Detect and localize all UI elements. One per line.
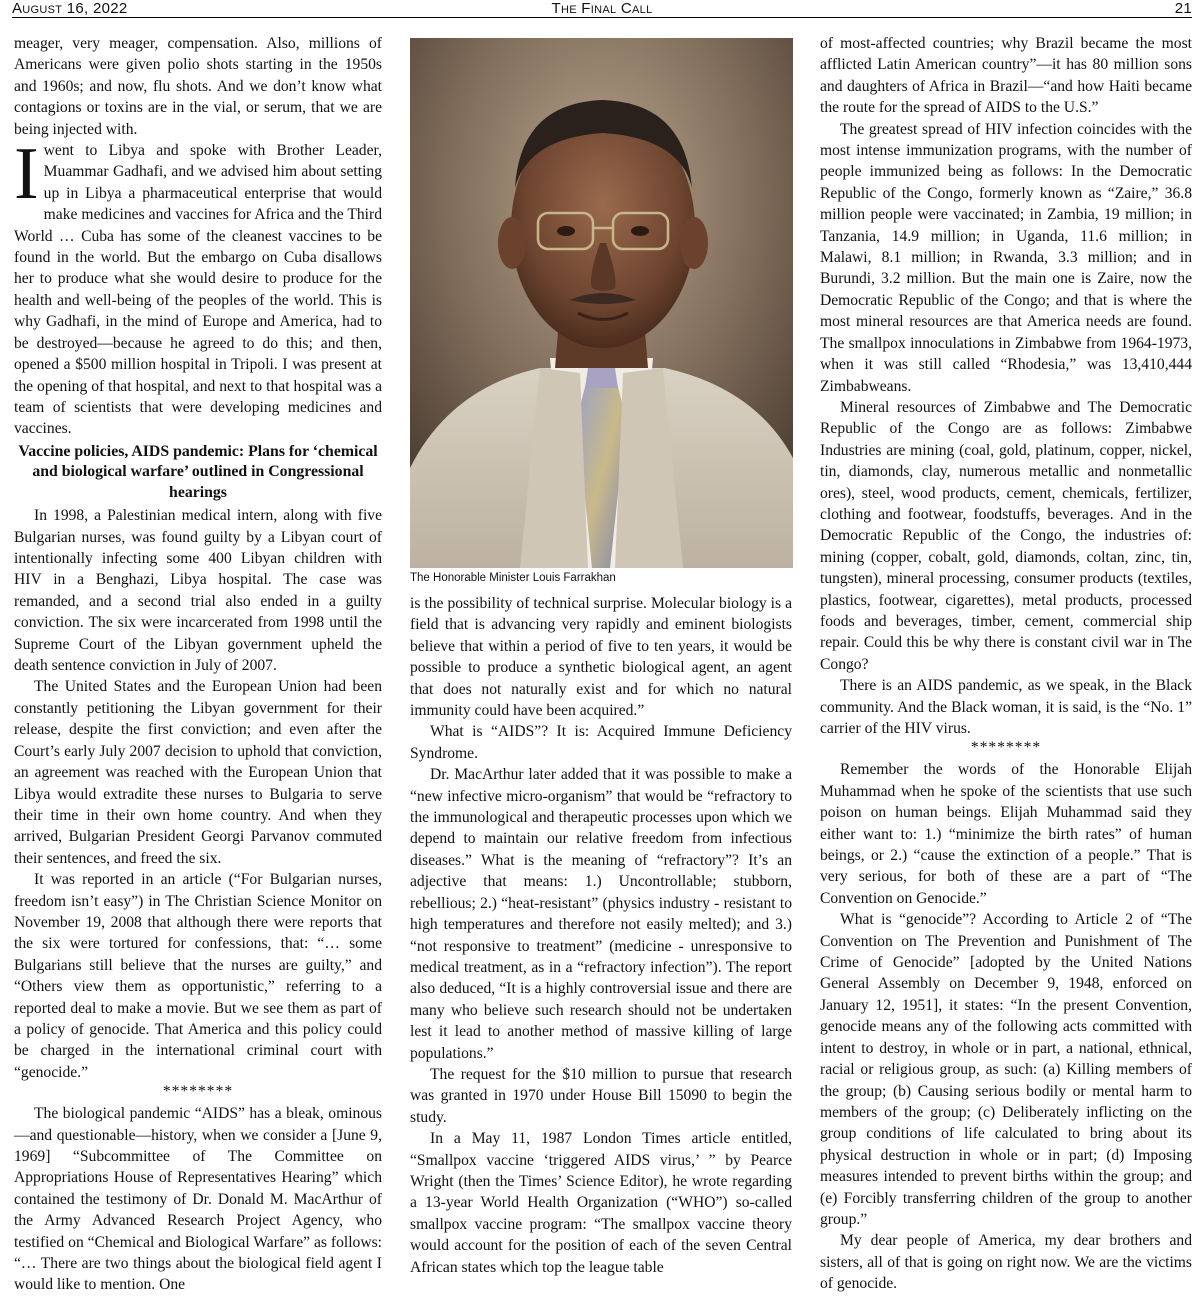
issue-date: August 16, 2022 bbox=[12, 0, 128, 17]
section-divider: ******** bbox=[162, 1083, 234, 1101]
paragraph: In 1998, a Palestinian medical intern, along with five Bulgarian nurses, was found guilty by a Libyan court of intentionally infecting some 400 Libyan children with HIV in a Benghazi, Libya hospital. The case was remanded, and a second trial also ended in a guilty conviction. The six were incarcerated from 1998 until the Supreme Court of the Libyan government upheld the death sentence conviction in July of 2007. bbox=[14, 507, 382, 675]
paragraph: Remember the words of the Honorable Elijah Muhammad when he spoke of the scientists that use such poison on human beings. Elijah Muhammad said they either want to: 1.) “minimize the birth rates” of human beings, or 2.) “cause the extinction of a people.” That is very serious, for both of these are a part of “The Convention on Genocide.” bbox=[820, 761, 1192, 907]
section-subhead: Vaccine policies, AIDS pandemic: Plans for ‘chemical and biological warfare’ outlined in Congressional hearings bbox=[18, 442, 378, 501]
section-divider: ******** bbox=[970, 739, 1042, 757]
page-header bbox=[12, 0, 1192, 18]
paragraph: The biological pandemic “AIDS” has a bleak, ominous—and questionable—history, when we consider a [June 9, 1969] “Subcommittee of The Committee on Appropriations House of Representatives Hearing” which contained the testimony of Dr. Donald M. MacArthur of the Army Advanced Research Project Agency, who testified on “Chemical and Biological Warfare” as follows: “… There are two things about the biological field agent I would like to mention. One bbox=[14, 1105, 382, 1294]
portrait-illustration bbox=[410, 38, 793, 568]
drop-cap: I bbox=[14, 133, 39, 216]
paragraph: What is “genocide”? According to Article 2 of “The Convention on The Prevention and Punishment of The Crime of Genocide” [adopted by the United Nations General Assembly on December 9, 1948, enforced on January 12, 1951], it states: “In the present Convention, genocide means any of the following acts committed with intent to destroy, in whole or in part, a national, ethnical, racial or religious group, as such: (a) Killing members of the group; (b) Causing serious bodily or mental harm to members of the group; (c) Deliberately inflicting on the group conditions of life calculated to bring about its physical destruction in whole or in part; (d) Imposing measures intended to prevent births within the group; and (e) Forcibly transferring children of the group to another group.” bbox=[820, 911, 1192, 1228]
paragraph: What is “AIDS”? It is: Acquired Immune Deficiency Syndrome. bbox=[410, 723, 792, 762]
masthead: The Final Call bbox=[551, 0, 653, 17]
paragraph: meager, very meager, compensation. Also, millions of Americans were given polio shots starting in the 1950s and 1960s; and now, flu shots. And we don’t know what contagions or toxins are in the vial, or serum, that we are being injected with. bbox=[14, 35, 382, 138]
column-3 bbox=[820, 33, 1192, 1295]
page-number: 21 bbox=[1174, 0, 1192, 17]
column-1 bbox=[14, 33, 382, 1296]
paragraph: The request for the $10 million to pursue that research was granted in 1970 under House Bill 15090 to begin the study. bbox=[410, 1065, 792, 1126]
paragraph: of most-affected countries; why Brazil became the most afflicted Latin American country”—it has 80 million sons and daughters of Africa in Brazil—“and how Haiti became the route for the spread of AIDS to the U.S.” bbox=[820, 35, 1192, 117]
paragraph: The United States and the European Union had been constantly petitioning the Libyan government for their release, despite the first conviction; and even after the Court’s early July 2007 decision to uphold that conviction, an agreement was reached with the European Union that Libya would extradite these nurses to Bulgaria to serve their time in their own home country. And when they arrived, Bulgarian President Georgi Parvanov commuted their sentences, and freed the six. bbox=[14, 678, 382, 867]
photo-caption: The Honorable Minister Louis Farrakhan bbox=[410, 572, 616, 584]
portrait-photo bbox=[410, 38, 793, 568]
paragraph: Mineral resources of Zimbabwe and The Democratic Republic of the Congo are as follows: Zimbabwe Industries are mining (coal, gold, platinum, copper, nickel, tin, diamonds, clay, numerous metallic and nonmetallic ores), steel, wood products, cement, chemicals, fertilizer, clothing and footwear, foodstuffs, beverages. And in the Democratic Republic of the Congo, the industries of: mining (copper, cobalt, gold, diamonds, coltan, zinc, tin, tungsten), mineral processing, consumer products (textiles, plastics, footwear, cigarettes), metal products, processed foods and beverages, timber, cement, commercial ship repair. Could this be why there is constant civil war in The Congo? bbox=[820, 398, 1192, 673]
paragraph: My dear people of America, my dear brothers and sisters, all of that is going on right now. We are the victims of genocide. bbox=[820, 1232, 1192, 1293]
paragraph: It was reported in an article (“For Bulgarian nurses, freedom isn’t easy”) in The Christian Science Monitor on November 19, 2008 that although there were reports that the six were tortured for confessions, that: “… some Bulgarians still believe that the nurses are guilty,” and “Others view them as opportunistic,” referring to a reported deal to make a movie. But we see them as part of a policy of genocide. That America and this policy could be charged in the international criminal court with “genocide.” bbox=[14, 871, 382, 1081]
paragraph: is the possibility of technical surprise. Molecular biology is a field that is advancing very rapidly and eminent biologists believe that within a period of five to ten years, it would be possible to produce a synthetic biological agent, an agent that does not naturally exist and for which no natural immunity could have been acquired.” bbox=[410, 595, 792, 720]
paragraph-dropcap bbox=[14, 133, 382, 440]
paragraph-text: went to Libya and spoke with Brother Leader, Muammar Gadhafi, and we advised him about setting up in Libya a pharmaceutical enterprise that would make medicines and vaccines for Africa and the Third World … Cuba has some of the cleanest vaccines to be found in the world. But the embargo on Cuba disallows her to produce what she would desire to produce for the health and well-being of the peoples of the world. This is why Gadhafi, in the mind of Europe and America, had to be destroyed—because he agreed to do this; and then, opened a $500 million hospital in Tripoli. I was present at the opening of that hospital, and next to that hospital was a team of scientists that were developing medicines and vaccines. bbox=[14, 142, 382, 438]
paragraph: In a May 11, 1987 London Times article entitled, “Smallpox vaccine ‘triggered AIDS virus,’ ” by Pearce Wright (then the Times’ Science Editor), he wrote regarding a 13-year World Health Organization (“WHO”) so-called smallpox vaccine program: “The smallpox vaccine theory would account for the position of each of the seven Central African states which top the league table bbox=[410, 1130, 792, 1276]
column-2 bbox=[410, 33, 792, 1278]
paragraph: The greatest spread of HIV infection coincides with the most intense immunization programs, with the number of people immunized being as follows: In the Democratic Republic of the Congo, formerly known as “Zaire,” 36.8 million people were vaccinated; in Zambia, 19 million; in Tanzania, 14.9 million; in Uganda, 11.6 million; in Malawi, 8.1 million; in Rwanda, 3.3 million; and in Burundi, 3.2 million. But the main one is Zaire, now the Democratic Republic of the Congo; and that is where the most mineral resources are that America needs are found. The smallpox innoculations in Zimbabwe from 1964-1973, when it was still called “Rhodesia,” was 13,410,444 Zimbabweans. bbox=[820, 120, 1192, 395]
paragraph: Dr. MacArthur later added that it was possible to make a “new infective micro-organism” that would be “refractory to the immunological and therapeutic processes upon which we depend to maintain our relative freedom from infectious diseases.” What is the meaning of “refractory”? It’s an adjective that means: 1.) Uncontrollable; stubborn, rebellious; 2.) “heat-resistant” (physics industry - resistant to high temperatures and therefore not easily melted); and 3.) “not responsive to treatment” (medicine - unresponsive to medical treatment, as in a “refractory infection”). The report also deduced, “It is a highly controversial issue and there are many who believe such research should not be undertaken lest it lead to another method of massive killing of large populations.” bbox=[410, 766, 792, 1062]
paragraph: There is an AIDS pandemic, as we speak, in the Black community. And the Black woman, it is said, is the “No. 1” carrier of the HIV virus. bbox=[820, 677, 1192, 737]
